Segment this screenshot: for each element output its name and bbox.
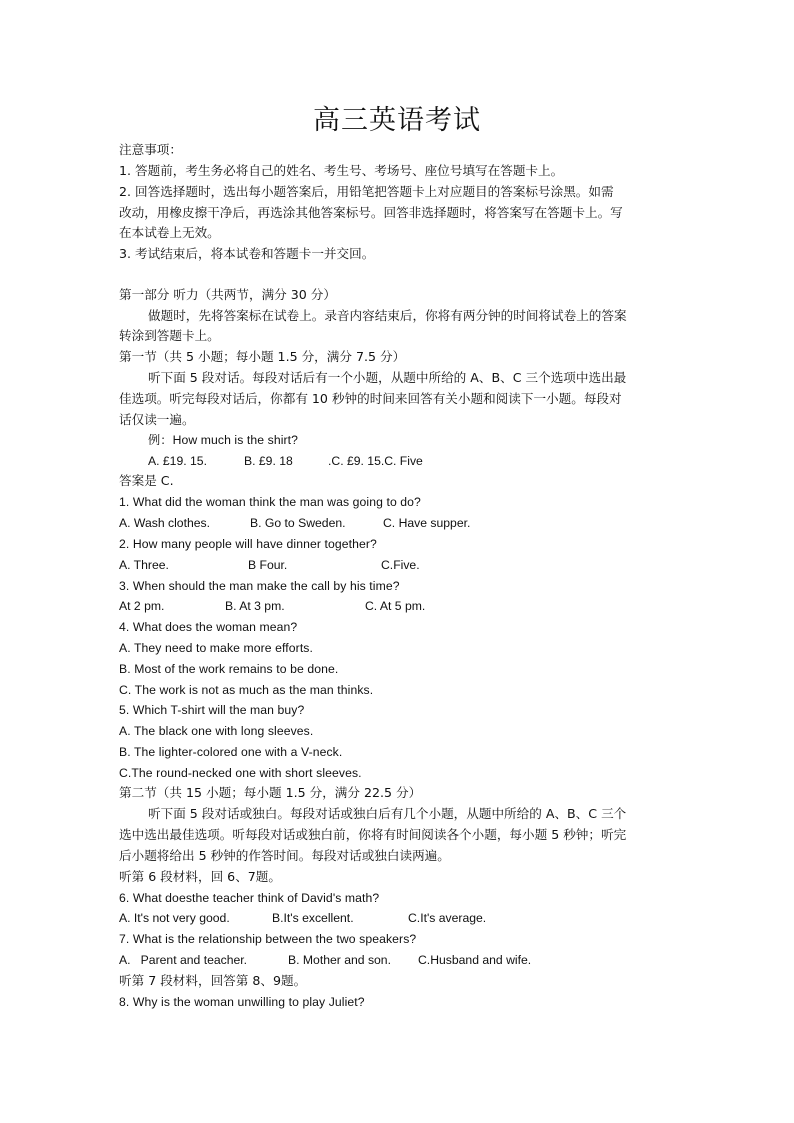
section1-intro-line-2: 佳选项。听完每段对话后，你都有 10 秒钟的时间来回答有关小题和阅读下一小题。每段对 <box>119 391 622 406</box>
section2-heading: 第二节（共 15 小题；每小题 1.5 分，满分 22.5 分） <box>119 785 422 800</box>
question-6-option-b: B.It's excellent. <box>272 911 354 925</box>
question-6-option-a: A. It's not very good. <box>119 911 230 925</box>
notice-item-3: 3. 考试结束后，将本试卷和答题卡一并交回。 <box>119 246 375 261</box>
example-answer: 答案是 C. <box>119 473 174 488</box>
question-5-option-a: A. The black one with long sleeves. <box>119 724 314 738</box>
question-7-option-b: B. Mother and son. <box>288 953 391 967</box>
notice-item-2-line-1: 2. 回答选择题时，选出每小题答案后，用铅笔把答题卡上对应题目的答案标号涂黑。如需 <box>119 184 614 199</box>
question-6: 6. What doesthe teacher think of David's math? <box>119 891 380 905</box>
material-7-heading: 听第 7 段材料，回答第 8、9题。 <box>119 973 307 988</box>
question-7-option-c: C.Husband and wife. <box>418 953 532 967</box>
material-6-heading: 听第 6 段材料，回 6、7题。 <box>119 869 281 884</box>
exam-title: 高三英语考试 <box>313 105 481 136</box>
part1-intro-line-2: 转涂到答题卡上。 <box>119 328 220 343</box>
example-option-c: .C. £9. 15.C. Five <box>328 454 423 468</box>
question-2-option-c: C.Five. <box>381 558 420 572</box>
question-3: 3. When should the man make the call by his time? <box>119 579 400 593</box>
question-7-option-a: A. Parent and teacher. <box>119 953 248 967</box>
example-option-a: A. £19. 15. <box>148 454 207 468</box>
section1-intro-line-3: 话仅读一遍。 <box>119 412 195 427</box>
question-1-option-a: A. Wash clothes. <box>119 516 210 530</box>
question-5-option-b: B. The lighter-colored one with a V-neck. <box>119 745 343 759</box>
question-4: 4. What does the woman mean? <box>119 620 298 634</box>
question-3-option-c: C. At 5 pm. <box>365 599 426 613</box>
question-1-option-b: B. Go to Sweden. <box>250 516 346 530</box>
notice-item-2-line-3: 在本试卷上无效。 <box>119 225 220 240</box>
section1-heading: 第一节（共 5 小题；每小题 1.5 分，满分 7.5 分） <box>119 349 406 364</box>
question-2-option-a: A. Three. <box>119 558 169 572</box>
question-1: 1. What did the woman think the man was going to do? <box>119 495 421 509</box>
question-5-option-c: C.The round-necked one with short sleeves. <box>119 766 362 780</box>
question-5: 5. Which T-shirt will the man buy? <box>119 703 305 717</box>
question-6-option-c: C.It's average. <box>408 911 487 925</box>
section1-intro-line-1: 听下面 5 段对话。每段对话后有一个小题，从题中所给的 A、B、C 三个选项中选出最 <box>148 370 627 385</box>
question-3-option-b: B. At 3 pm. <box>225 599 285 613</box>
section2-intro-line-3: 后小题将给出 5 秒钟的作答时间。每段对话或独白读两遍。 <box>119 848 450 863</box>
question-4-option-c: C. The work is not as much as the man thinks. <box>119 683 374 697</box>
notice-item-1: 1. 答题前，考生务必将自己的姓名、考生号、考场号、座位号填写在答题卡上。 <box>119 163 564 178</box>
question-4-option-b: B. Most of the work remains to be done. <box>119 662 339 676</box>
example-question: 例：How much is the shirt? <box>148 433 299 447</box>
section2-intro-line-1: 听下面 5 段对话或独白。每段对话或独白后有几个小题，从题中所给的 A、B、C 三个 <box>148 806 627 821</box>
example-option-b: B. £9. 18 <box>244 454 293 468</box>
section2-intro-line-2: 选中选出最佳选项。听每段对话或独白前，你将有时间阅读各个小题，每小题 5 秒钟；听完 <box>119 827 627 842</box>
question-7: 7. What is the relationship between the two speakers? <box>119 932 417 946</box>
question-3-option-a: At 2 pm. <box>119 599 165 613</box>
question-2: 2. How many people will have dinner together? <box>119 537 377 551</box>
notice-heading: 注意事项： <box>119 142 182 157</box>
question-4-option-a: A. They need to make more efforts. <box>119 641 313 655</box>
part1-intro-line-1: 做题时，先将答案标在试卷上。录音内容结束后，你将有两分钟的时间将试卷上的答案 <box>148 308 627 323</box>
notice-item-2-line-2: 改动，用橡皮擦干净后，再选涂其他答案标号。回答非选择题时，将答案写在答题卡上。写 <box>119 205 623 220</box>
question-2-option-b: B Four. <box>248 558 288 572</box>
part1-heading: 第一部分 听力（共两节，满分 30 分） <box>119 287 336 302</box>
question-8: 8. Why is the woman unwilling to play Juliet? <box>119 995 365 1009</box>
question-1-option-c: C. Have supper. <box>383 516 471 530</box>
